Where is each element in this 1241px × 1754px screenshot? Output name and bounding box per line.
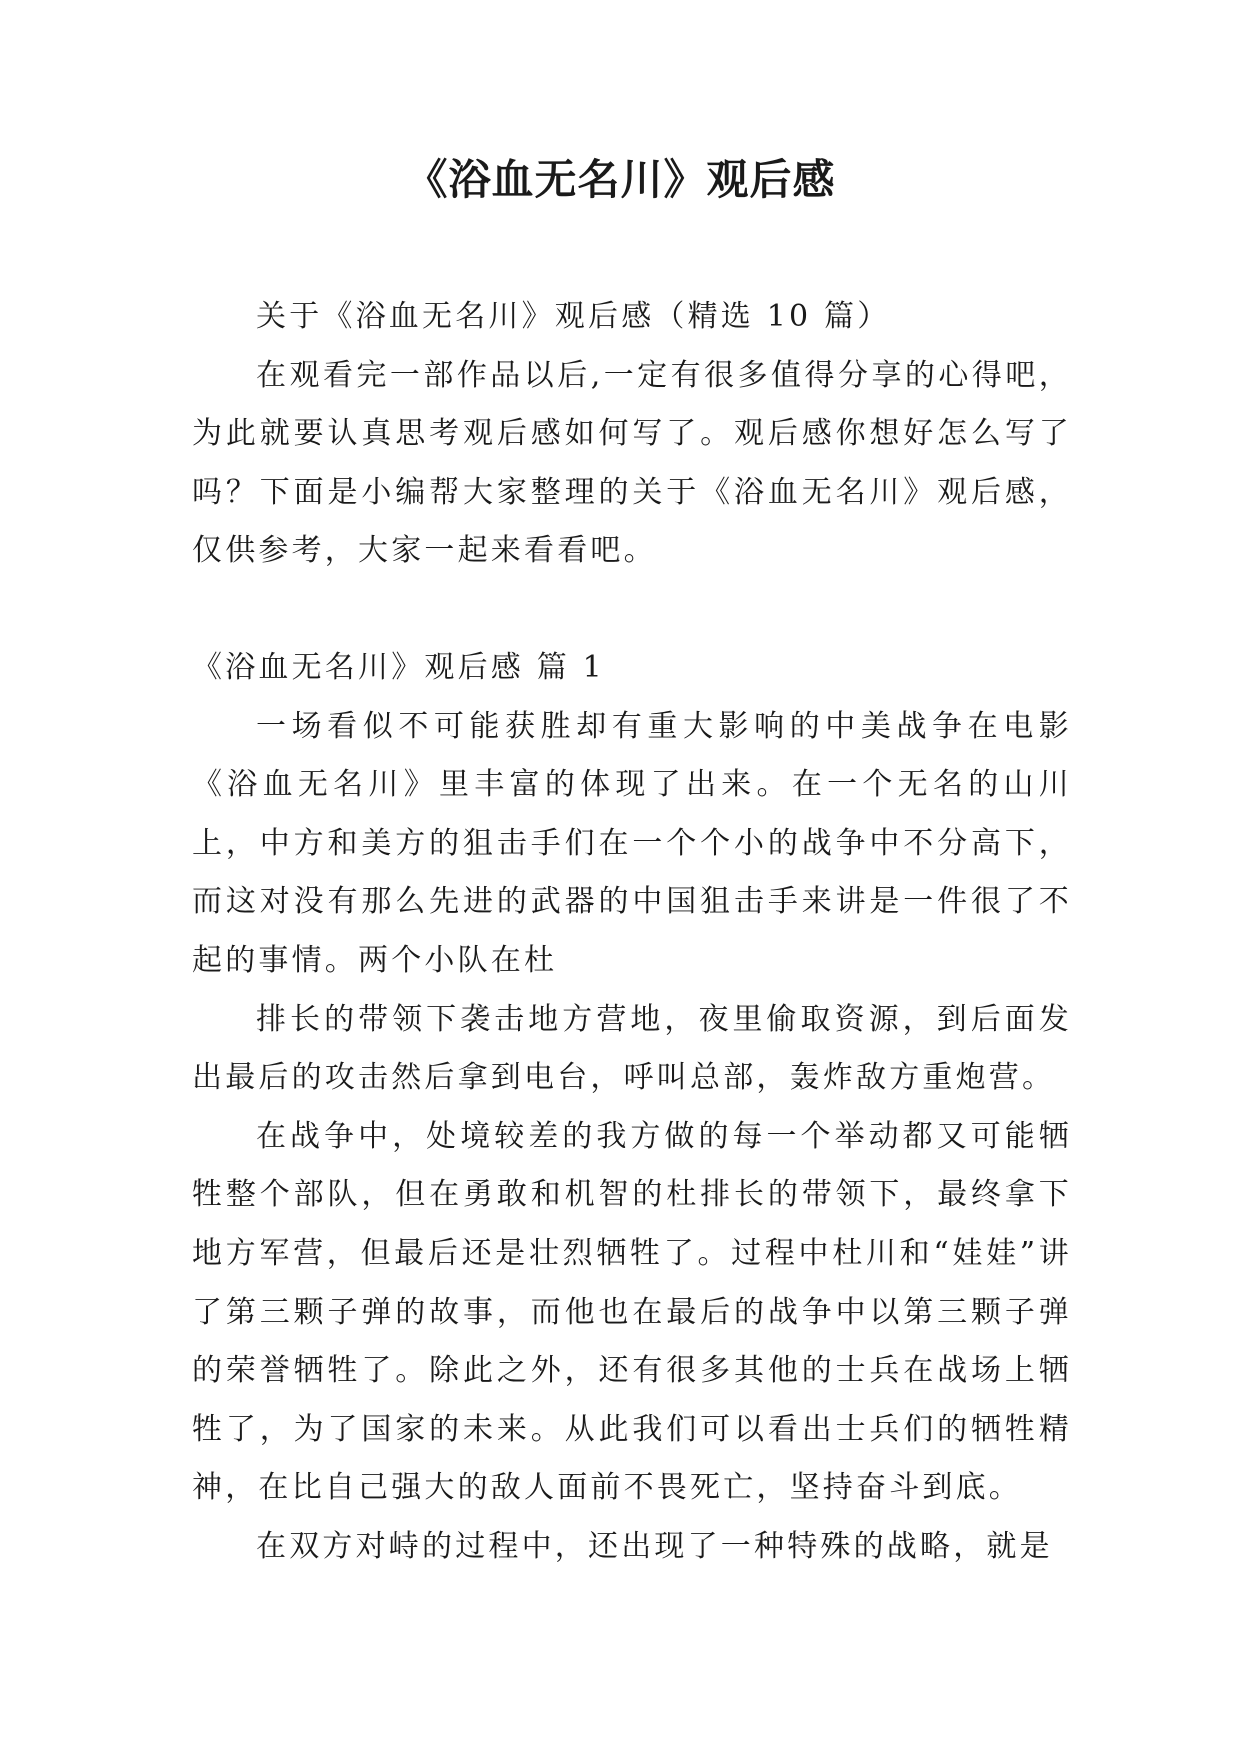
document-body [192, 288, 1072, 1576]
body-paragraph: 一场看似不可能获胜却有重大影响的中美战争在电影《浴血无名川》里丰富的体现了出来。在一个无名的山川上，中方和美方的狙击手们在一个个小的战争中不分高下，而这对没有那么先进的武器的中国狙击手来讲是一件很了不起的事情。两个小队在杜 [192, 708, 1072, 978]
section-heading: 《浴血无名川》观后感 篇 1 [192, 649, 605, 685]
document-subtitle: 关于《浴血无名川》观后感（精选 10 篇） [256, 299, 891, 334]
intro-paragraph: 在观看完一部作品以后,一定有很多值得分享的心得吧，为此就要认真思考观后感如何写了。观后感你想好怎么写了吗？下面是小编帮大家整理的关于《浴血无名川》观后感，仅供参考，大家一起来看看吧。 [192, 357, 1072, 569]
document-title: 《浴血无名川》观后感 [405, 155, 836, 204]
body-paragraph: 在战争中，处境较差的我方做的每一个举动都又可能牺牲整个部队，但在勇敢和机智的杜排长的带领下，最终拿下地方军营，但最后还是壮烈牺牲了。过程中杜川和“娃娃”讲了第三颗子弹的故事，而他也在最后的战争中以第三颗子弹的荣誉牺牲了。除此之外，还有很多其他的士兵在战场上牺牲了，为了国家的未来。从此我们可以看出士兵们的牺牲精神，在比自己强大的敌人面前不畏死亡，坚持奋斗到底。 [192, 1118, 1072, 1506]
body-paragraph: 在双方对峙的过程中，还出现了一种特殊的战略，就是 [256, 1528, 1053, 1564]
body-paragraph: 排长的带领下袭击地方营地，夜里偷取资源，到后面发出最后的攻击然后拿到电台，呼叫总部，轰炸敌方重炮营。 [192, 1001, 1072, 1096]
